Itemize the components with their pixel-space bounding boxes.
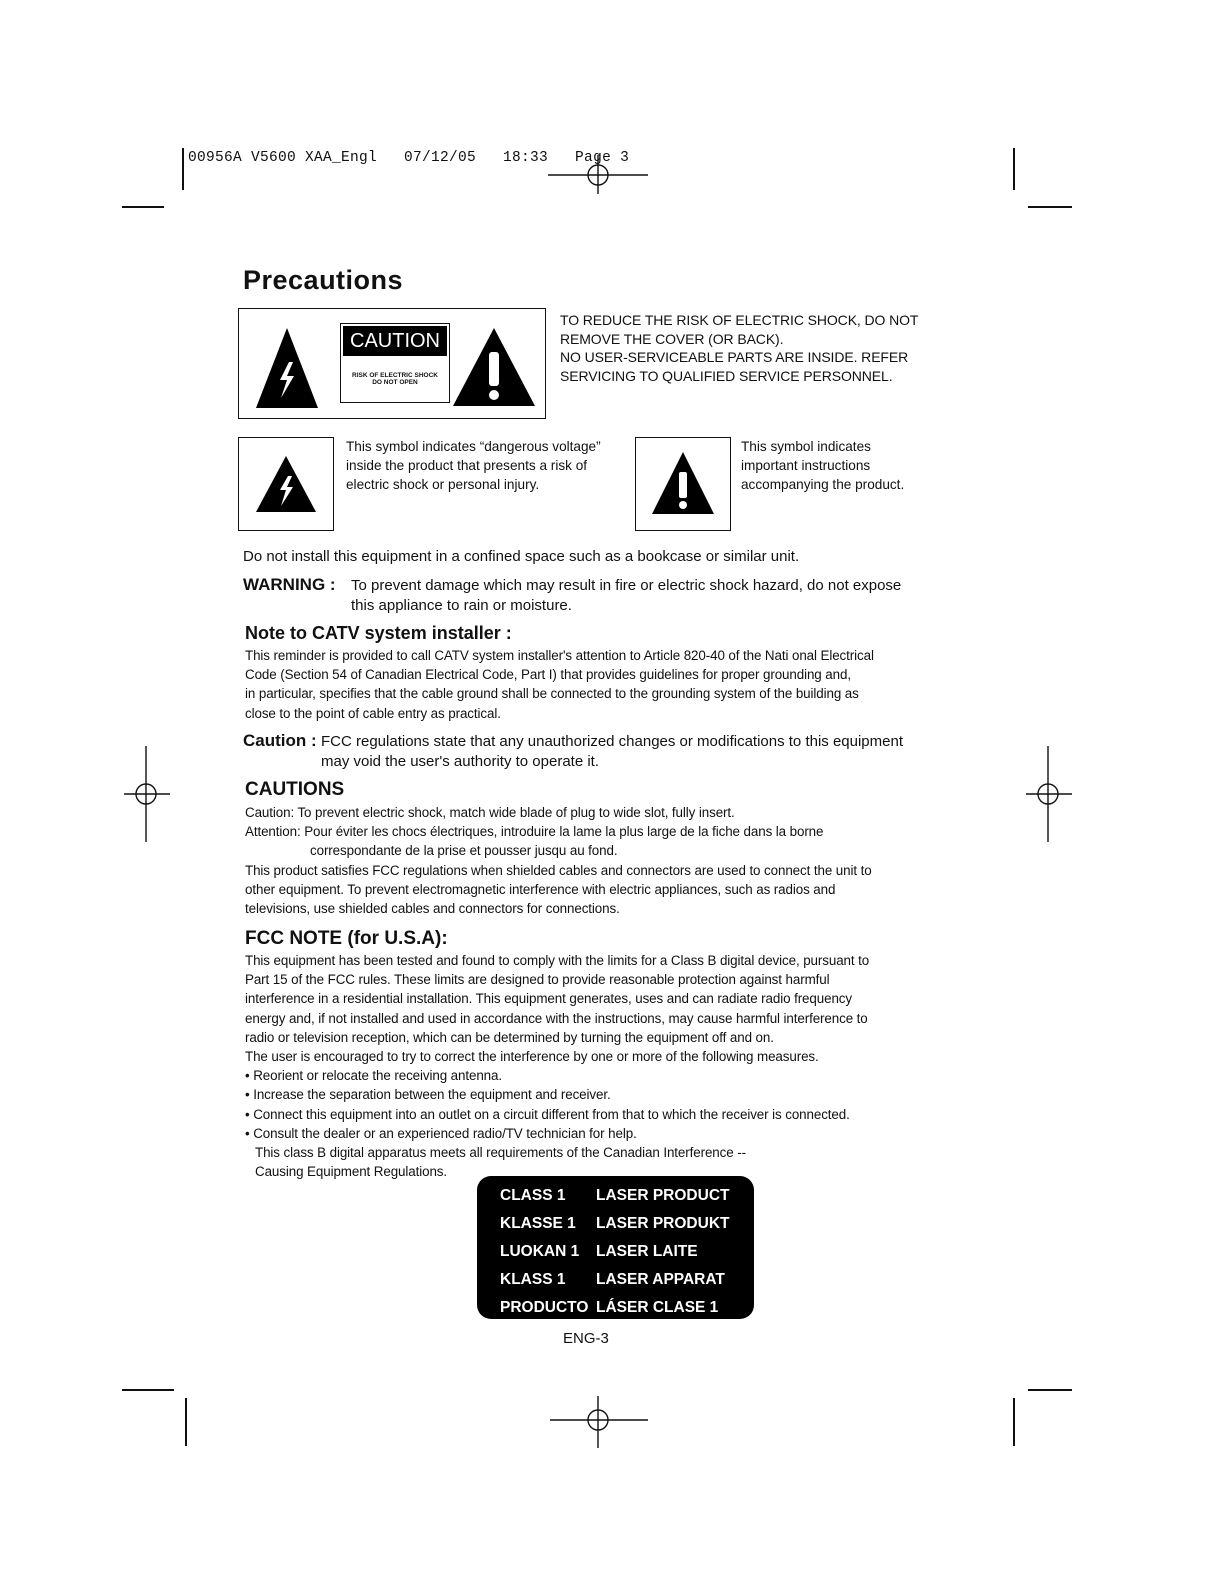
caution-fcc-label: Caution :: [243, 731, 317, 750]
laser-class: PRODUCTO: [500, 1299, 589, 1316]
risk-line: REMOVE THE COVER (OR BACK).: [560, 330, 784, 347]
risk-line: TO REDUCE THE RISK OF ELECTRIC SHOCK, DO NOT: [560, 312, 919, 328]
laser-row: [499, 1238, 730, 1266]
crop-mark: [122, 206, 164, 208]
voltage-line: inside the product that presents a risk of: [346, 458, 588, 473]
fcc-line: interference in a residential installation. This equipment generates, uses and can radiate radio frequency: [245, 991, 852, 1007]
laser-row: [499, 1266, 730, 1294]
fcc-line: • Connect this equipment into an outlet on a circuit different from that to which the receiver is connected.: [245, 1106, 850, 1122]
instructions-symbol-box: [635, 437, 731, 531]
crop-mark: [182, 148, 184, 190]
risk-text: [560, 311, 918, 385]
caution-box: [238, 308, 546, 419]
cautions-heading: CAUTIONS: [245, 779, 345, 800]
page-number: ENG-3: [563, 1330, 609, 1347]
fcc-line: This equipment has been tested and found to comply with the limits for a Class B digital device, pursuant to: [245, 953, 870, 968]
laser-product: LASER PRODUCT: [596, 1187, 730, 1204]
catv-line: This reminder is provided to call CATV system installer's attention to Article 820-40 of the Nati onal Electrical: [245, 648, 874, 663]
warning-line2: this appliance to rain or moisture.: [351, 597, 572, 614]
cautions-line: correspondante de la prise et pousser jusqu au fond.: [310, 843, 618, 859]
exclamation-warning-icon: [453, 328, 535, 406]
voltage-line: This symbol indicates “dangerous voltage”: [346, 439, 601, 454]
laser-class: KLASS 1: [500, 1271, 566, 1288]
install-note: Do not install this equipment in a confined space such as a bookcase or similar unit.: [243, 548, 800, 565]
caution-label-block: [340, 323, 450, 403]
laser-class: KLASSE 1: [500, 1215, 576, 1232]
laser-product: LÁSER CLASE 1: [596, 1299, 719, 1316]
registration-mark-right-icon: [1026, 746, 1072, 842]
caution-line1: RISK OF ELECTRIC SHOCK: [352, 372, 438, 379]
page-title: Precautions: [243, 265, 404, 295]
fcc-line: energy and, if not installed and used in accordance with the instructions, may cause harmful interference to: [245, 1010, 868, 1026]
lightning-warning-icon: [256, 456, 316, 512]
cautions-line: other equipment. To prevent electromagnetic interference with electric appliances, such as radios and: [245, 881, 836, 897]
fcc-line: This class B digital apparatus meets all requirements of the Canadian Interference --: [255, 1145, 746, 1161]
registration-mark-left-icon: [124, 746, 170, 842]
catv-line: close to the point of cable entry as practical.: [245, 705, 501, 721]
laser-table: [499, 1182, 730, 1322]
instructions-line: important instructions: [741, 458, 871, 473]
instructions-symbol-text: [741, 437, 904, 494]
fcc-line: The user is encouraged to try to correct the interference by one or more of the following measures.: [245, 1049, 819, 1065]
fcc-text: [245, 951, 869, 1181]
laser-row: [499, 1294, 730, 1322]
print-slug: 00956A V5600 XAA_Engl 07/12/05 18:33 Page 3: [188, 150, 630, 166]
cautions-text: [245, 803, 872, 918]
caution-line2: DO NOT OPEN: [372, 379, 418, 386]
registration-mark-bottom-icon: [550, 1396, 648, 1448]
crop-mark: [1028, 206, 1072, 208]
crop-mark: [1013, 148, 1015, 190]
laser-row: [499, 1210, 730, 1238]
fcc-line: Causing Equipment Regulations.: [255, 1164, 448, 1180]
voltage-line: electric shock or personal injury.: [346, 477, 540, 492]
caution-fcc-line1: FCC regulations state that any unauthorized changes or modifications to this equipment: [321, 733, 903, 750]
crop-mark: [1013, 1398, 1015, 1446]
cautions-line: televisions, use shielded cables and connectors for connections.: [245, 901, 620, 917]
instructions-line: This symbol indicates: [741, 439, 871, 454]
crop-mark: [185, 1398, 187, 1446]
caution-fcc-line2: may void the user's authority to operate it.: [321, 753, 600, 770]
fcc-line: • Consult the dealer or an experienced radio/TV technician for help.: [245, 1125, 637, 1141]
risk-line: SERVICING TO QUALIFIED SERVICE PERSONNEL.: [560, 367, 893, 384]
cautions-line: Attention: Pour éviter les chocs électriques, introduire la lame la plus large de la fiche dans la borne: [245, 824, 824, 840]
catv-line: Code (Section 54 of Canadian Electrical Code, Part I) that provides guidelines for proper grounding and,: [245, 667, 851, 683]
catv-heading: Note to CATV system installer :: [245, 623, 512, 643]
risk-line: NO USER-SERVICEABLE PARTS ARE INSIDE. REFER: [560, 349, 909, 365]
fcc-heading: FCC NOTE (for U.S.A):: [245, 928, 448, 949]
fcc-line: radio or television reception, which can be determined by turning the equipment off and on.: [245, 1029, 774, 1045]
catv-line: in particular, specifies that the cable ground shall be connected to the grounding system of the building as: [245, 686, 859, 702]
fcc-line: • Reorient or relocate the receiving antenna.: [245, 1068, 502, 1084]
catv-text: [245, 646, 874, 723]
voltage-symbol-text: [346, 437, 601, 494]
cautions-line: This product satisfies FCC regulations when shielded cables and connectors are used to connect the unit to: [245, 862, 872, 878]
instructions-line: accompanying the product.: [741, 477, 905, 492]
laser-row: [499, 1182, 730, 1210]
warning-label: WARNING :: [243, 575, 336, 594]
laser-product: LASER PRODUKT: [596, 1215, 730, 1232]
lightning-warning-icon: [256, 328, 318, 408]
fcc-line: • Increase the separation between the equipment and receiver.: [245, 1087, 611, 1103]
laser-label: [477, 1176, 754, 1319]
fcc-line: Part 15 of the FCC rules. These limits are designed to provide reasonable protection against harmful: [245, 972, 830, 988]
caution-label: CAUTION: [343, 326, 447, 356]
voltage-symbol-box: [238, 437, 334, 531]
laser-product: LASER LAITE: [596, 1243, 698, 1260]
laser-class: LUOKAN 1: [500, 1243, 580, 1260]
laser-product: LASER APPARAT: [596, 1271, 725, 1288]
exclamation-warning-icon: [652, 452, 714, 514]
laser-class: CLASS 1: [500, 1187, 566, 1204]
crop-mark: [122, 1389, 174, 1391]
cautions-line: Caution: To prevent electric shock, match wide blade of plug to wide slot, fully insert.: [245, 805, 735, 820]
warning-line1: To prevent damage which may result in fire or electric shock hazard, do not expose: [351, 577, 902, 594]
crop-mark: [1028, 1389, 1072, 1391]
